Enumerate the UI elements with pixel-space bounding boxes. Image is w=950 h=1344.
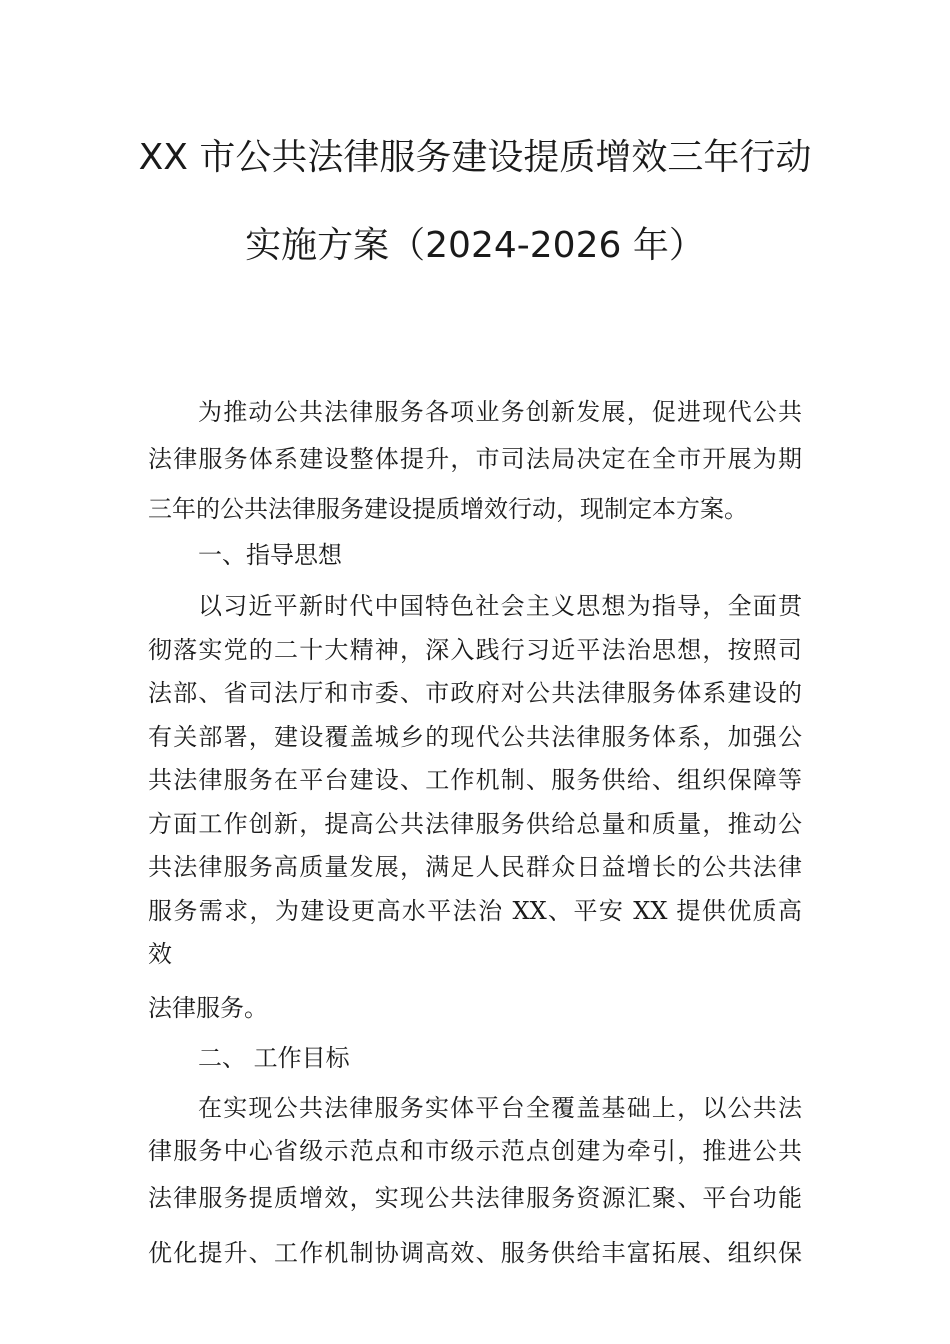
- title-line-2: 实施方案（2024-2026 年）: [245, 225, 705, 266]
- text-line: 共法律服务高质量发展，满足人民群众日益增长的公共法律: [148, 853, 802, 881]
- text-line: 法律服务体系建设整体提升，市司法局决定在全市开展为期: [148, 445, 802, 473]
- text-line: 律服务中心省级示范点和市级示范点创建为牵引，推进公共: [148, 1137, 802, 1165]
- text-line: 法律服务提质增效，实现公共法律服务资源汇聚、平台功能: [148, 1184, 802, 1212]
- text-line: 为推动公共法律服务各项业务创新发展，促进现代公共: [198, 398, 802, 426]
- text-line: 效: [148, 940, 172, 968]
- text-line: 法律服务。: [148, 994, 268, 1022]
- text-line: 彻落实党的二十大精神，深入践行习近平法治思想，按照司: [148, 636, 802, 664]
- section-heading: 一、指导思想: [198, 541, 342, 569]
- text-line: 有关部署，建设覆盖城乡的现代公共法律服务体系，加强公: [148, 723, 802, 751]
- text-line: 共法律服务在平台建设、工作机制、服务供给、组织保障等: [148, 766, 802, 794]
- section-heading: 二、 工作目标: [198, 1044, 350, 1072]
- text-line: 三年的公共法律服务建设提质增效行动，现制定本方案。: [148, 495, 748, 523]
- text-line: 优化提升、工作机制协调高效、服务供给丰富拓展、组织保: [148, 1239, 802, 1267]
- text-line: 服务需求，为建设更高水平法治 XX、平安 XX 提供优质高: [148, 897, 802, 925]
- text-line: 法部、省司法厅和市委、市政府对公共法律服务体系建设的: [148, 679, 802, 707]
- text-line: 以习近平新时代中国特色社会主义思想为指导，全面贯: [198, 592, 802, 620]
- text-line: 方面工作创新，提高公共法律服务供给总量和质量，推动公: [148, 810, 802, 838]
- title-line-1: XX 市公共法律服务建设提质增效三年行动: [138, 137, 812, 178]
- text-line: 在实现公共法律服务实体平台全覆盖基础上，以公共法: [198, 1094, 802, 1122]
